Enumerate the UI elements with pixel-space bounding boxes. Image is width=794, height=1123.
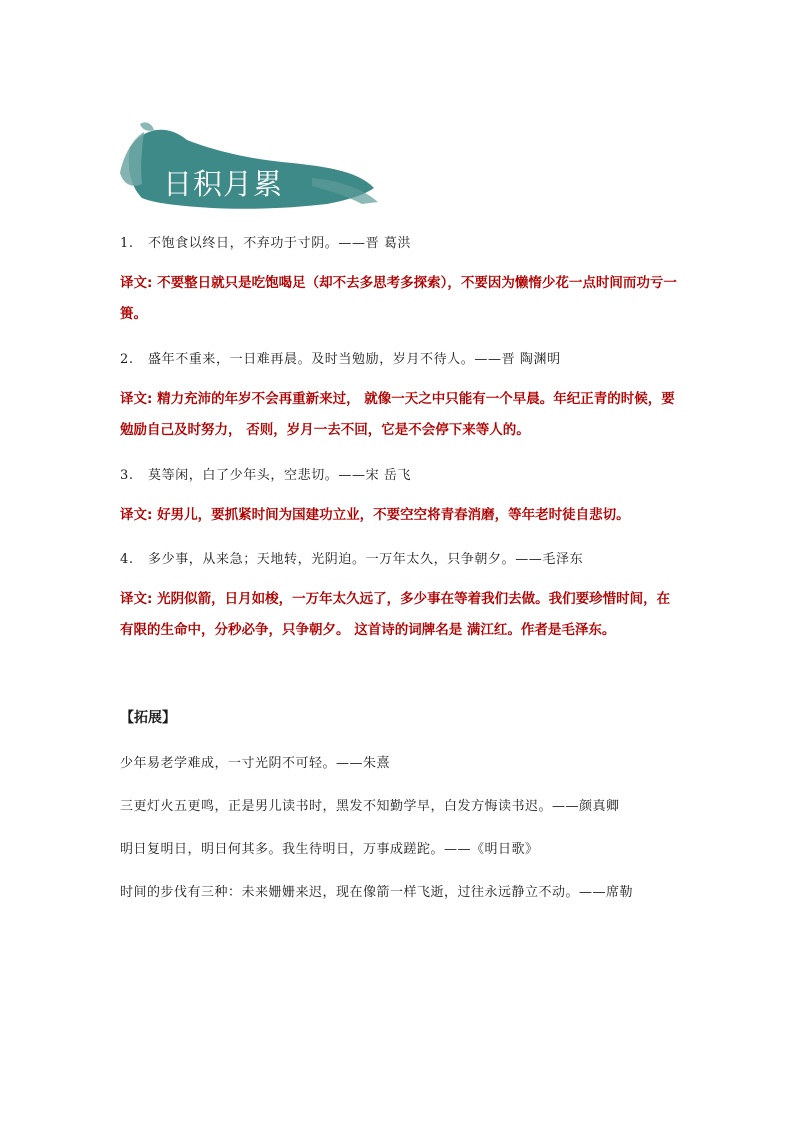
quote-text: 不饱食以终日，不弃功于寸阴。——晋 葛洪 (148, 236, 412, 251)
quote-text: 多少事，从来急；天地转，光阴迫。一万年太久，只争朝夕。——毛泽东 (148, 552, 584, 567)
translation-label: 译文: (120, 591, 153, 607)
quote-item-4 (120, 548, 583, 567)
quote-text: 莫等闲，白了少年头，空悲切。——宋 岳飞 (148, 468, 412, 483)
extension-line-1: 少年易老学难成，一寸光阴不可轻。——朱熹 (120, 756, 391, 771)
translation-label: 译文: (120, 507, 153, 523)
section-banner (112, 118, 382, 218)
item-number: 4. (120, 552, 134, 567)
translation-text: 好男儿，要抓紧时间为国建功立业，不要空空将青春消磨，等年老时徒自悲切。 (157, 507, 630, 523)
translation-label: 译文: (120, 391, 153, 407)
quote-item-3 (120, 464, 411, 483)
translation-text: 光阴似箭，日月如梭，一万年太久远了，多少事在等着我们去做。我们要珍惜时间，在有限的生命中，分秒必争，只争朝夕。 这首诗的词牌名是 满江红。作者是毛泽东。 (120, 591, 671, 638)
translation-3 (120, 500, 680, 531)
banner-title: 日积月累 (163, 167, 284, 201)
translation-text: 精力充沛的年岁不会再重新来过， 就像一天之中只能有一个早晨。年纪正青的时候，要勉励自己及时努力， 否则，岁月一去不回，它是不会停下来等人的。 (120, 391, 675, 438)
translation-2 (120, 384, 680, 446)
extension-title: 【拓展】 (120, 710, 176, 726)
quote-item-2 (120, 348, 561, 367)
quote-text: 盛年不重来，一日难再晨。及时当勉励，岁月不待人。——晋 陶渊明 (148, 352, 561, 367)
extension-line-4: 时间的步伐有三种：未来姗姗来迟，现在像箭一样飞逝，过往永远静立不动。——席勒 (120, 885, 634, 900)
translation-label: 译文: (120, 275, 153, 291)
translation-1 (120, 268, 680, 330)
translation-text: 不要整日就只是吃饱喝足（却不去多思考多探索），不要因为懒惰少花一点时间而功亏一篑。 (120, 275, 677, 322)
extension-line-2: 三更灯火五更鸣，正是男儿读书时，黑发不知勤学早，白发方悔读书迟。——颜真卿 (120, 799, 620, 814)
quote-item-1 (120, 232, 411, 251)
translation-4 (120, 584, 680, 646)
item-number: 2. (120, 352, 134, 367)
extension-line-3: 明日复明日，明日何其多。我生待明日，万事成蹉跎。——《明日歌》 (120, 842, 539, 857)
item-number: 3. (120, 468, 134, 483)
item-number: 1. (120, 236, 134, 251)
